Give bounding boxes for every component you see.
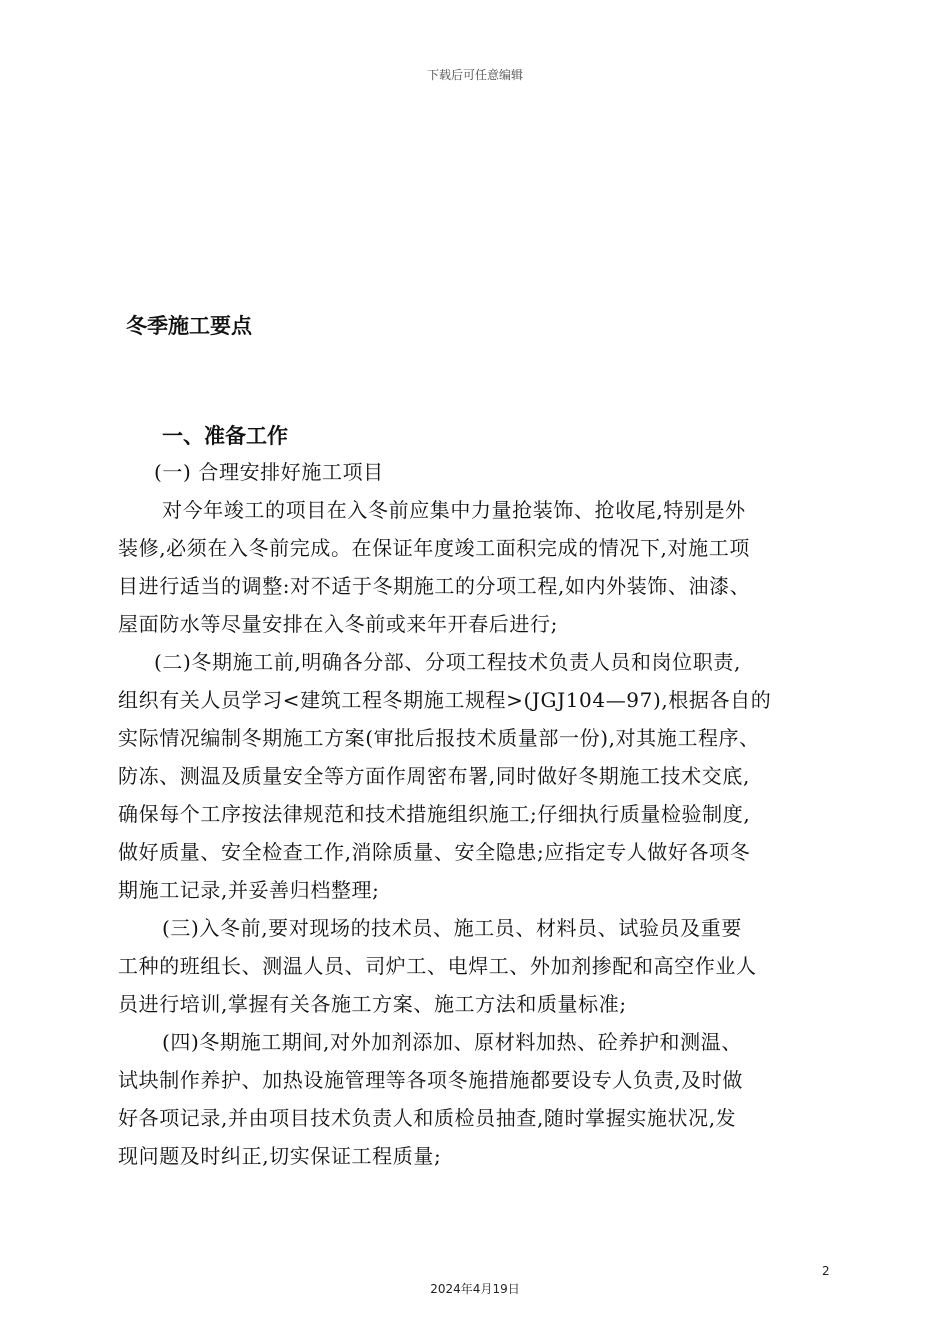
paragraph-line: 目进行适当的调整:对不适于冬期施工的分项工程,如内外装饰、油漆、 bbox=[118, 574, 751, 598]
document-title: 冬季施工要点 bbox=[126, 314, 252, 338]
document-body bbox=[118, 453, 838, 1175]
paragraph-line: 装修,必须在入冬前完成。在保证年度竣工面积完成的情况下,对施工项 bbox=[118, 536, 750, 560]
paragraph-line: 屋面防水等尽量安排在入冬前或来年开春后进行; bbox=[118, 612, 558, 636]
paragraph-line: 做好质量、安全检查工作,消除质量、安全隐患;应指定专人做好各项冬 bbox=[118, 840, 751, 864]
paragraph-line: (三)入冬前,要对现场的技术员、施工员、材料员、试验员及重要 bbox=[162, 916, 742, 940]
paragraph-line: 实际情况编制冬期施工方案(审批后报技术质量部一份),对其施工程序、 bbox=[118, 726, 760, 750]
paragraph-line: 防冻、测温及质量安全等方面作周密布署,同时做好冬期施工技术交底, bbox=[118, 764, 750, 788]
paragraph-line: 现问题及时纠正,切实保证工程质量; bbox=[118, 1144, 442, 1168]
paragraph-line: 期施工记录,并妥善归档整理; bbox=[118, 878, 380, 902]
subsection-heading-1: (一) 合理安排好施工项目 bbox=[154, 460, 384, 484]
paragraph-line: (二)冬期施工前,明确各分部、分项工程技术负责人员和岗位职责, bbox=[154, 650, 741, 674]
paragraph-line: (四)冬期施工期间,对外加剂添加、原材料加热、砼养护和测温、 bbox=[162, 1030, 742, 1054]
section-heading: 一、准备工作 bbox=[162, 424, 288, 448]
paragraph-line: 试块制作养护、加热设施管理等各项冬施措施都要设专人负责,及时做 bbox=[118, 1068, 743, 1092]
paragraph-line: 工种的班组长、测温人员、司炉工、电焊工、外加剂掺配和高空作业人 bbox=[118, 954, 757, 978]
paragraph-line: 确保每个工序按法律规范和技术措施组织施工;仔细执行质量检验制度, bbox=[118, 802, 751, 826]
paragraph-line: 好各项记录,并由项目技术负责人和质检员抽查,随时掌握实施状况,发 bbox=[118, 1106, 737, 1130]
paragraph-line: 对今年竣工的项目在入冬前应集中力量抢装饰、抢收尾,特别是外 bbox=[162, 498, 746, 522]
footer-date: 2024年4月19日 bbox=[430, 1282, 520, 1296]
paragraph-line: 组织有关人员学习<建筑工程冬期施工规程>(JGJ104—97),根据各自的 bbox=[118, 688, 772, 712]
page-number: 2 bbox=[822, 1264, 830, 1278]
paragraph-line: 员进行培训,掌握有关各施工方案、施工方法和质量标准; bbox=[118, 992, 627, 1016]
header-note: 下载后可任意编辑 bbox=[426, 68, 523, 82]
